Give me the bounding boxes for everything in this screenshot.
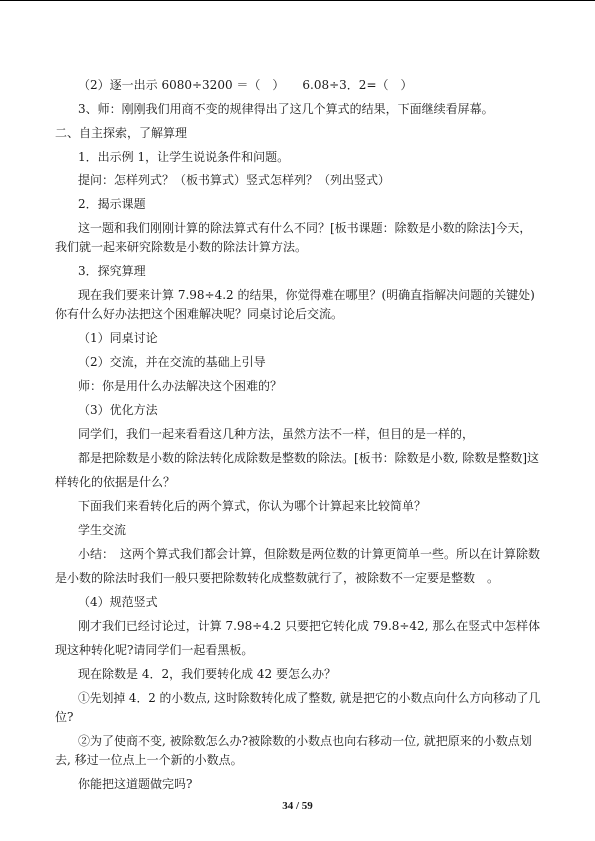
- text-line: 刚才我们已经讨论过，计算 7.98÷4.2 只要把它转化成 79.8÷42, 那么在竖式中怎样体: [78, 619, 541, 633]
- text-line: 现在除数是 4．2，我们要转化成 42 要怎么办？: [78, 667, 336, 681]
- text-line: 都是把除数是小数的除法转化成除数是整数的除法。[板书：除数是小数, 除数是整数]这: [78, 451, 539, 465]
- text-line: ②为了使商不变, 被除数怎么办?被除数的小数点也向右移动一位, 就把原来的小数点划: [78, 734, 532, 748]
- text-line: 提问：怎样列式？（板书算式）竖式怎样列？（列出竖式）: [78, 173, 391, 187]
- text-line: 小结： 这两个算式我们都会计算，但除数是两位数的计算更简单一些。所以在计算除数: [78, 547, 541, 561]
- text-line: 同学们，我们一起来看看这几种方法，虽然方法不一样，但目的是一样的，: [78, 427, 475, 441]
- text-line: 去, 移过一位点上一个新的小数点。: [55, 753, 243, 767]
- text-line: 样转化的依据是什么？: [55, 475, 176, 489]
- text-line: （4）规范竖式: [78, 595, 158, 609]
- text-line: （2）交流，并在交流的基础上引导: [78, 355, 266, 369]
- text-line: 是小数的除法时我们一般只要把除数转化成整数就行了，被除数不一定要是整数 。: [55, 571, 500, 585]
- text-line: 你有什么好办法把这个困难解决呢？同桌讨论后交流。: [55, 307, 344, 321]
- text-line: 3、师：刚刚我们用商不变的规律得出了这几个算式的结果，下面继续看屏幕。: [78, 102, 494, 116]
- text-line: 下面我们来看转化后的两个算式，你认为哪个计算起来比较简单？: [78, 499, 427, 513]
- text-line: 现在我们要来计算 7.98÷4.2 的结果，你觉得难在哪里？(明确直指解决问题的关键处): [78, 288, 535, 302]
- subheading: 2．揭示课题: [78, 197, 146, 211]
- text-line: 这一题和我们刚刚计算的除法算式有什么不同？[板书课题：除数是小数的除法]今天，: [78, 221, 532, 235]
- subheading: 3．探究算理: [78, 264, 146, 278]
- text-line: （2）逐一出示 6080÷3200 ＝（ ） 6.08÷3．2=（ ）: [78, 78, 413, 92]
- text-line: 你能把这道题做完吗?: [78, 777, 193, 791]
- text-line: 位?: [55, 710, 74, 724]
- text-line: 师：你是用什么办法解决这个困难的？: [78, 379, 283, 393]
- top-rule: [0, 0, 595, 1]
- text-line: （1）同桌讨论: [78, 331, 158, 345]
- text-line: 我们就一起来研究除数是小数的除法计算方法。: [55, 240, 308, 254]
- page-number: 34 / 59: [282, 800, 313, 812]
- text-line: 现这种转化呢?请同学们一起看黑板。: [55, 643, 254, 657]
- text-line: ①先划掉 4．2 的小数点, 这时除数转化成了整数, 就是把它的小数点向什么方向移动了几: [78, 691, 541, 705]
- text-line: 学生交流: [78, 523, 127, 537]
- section-heading: 二、自主探索，了解算理: [55, 126, 188, 140]
- text-line: 1．出示例 1，让学生说说条件和问题。: [78, 150, 290, 164]
- text-line: （3）优化方法: [78, 403, 158, 417]
